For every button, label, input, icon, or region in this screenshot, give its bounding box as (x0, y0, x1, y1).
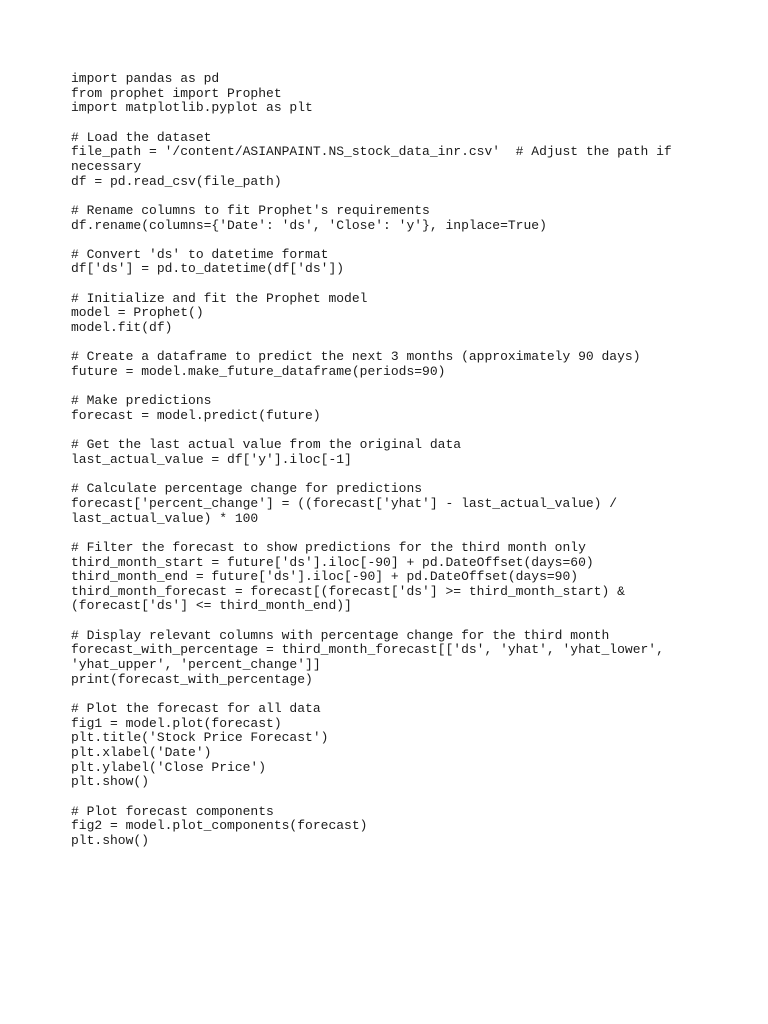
code-line: model.fit(df) (71, 320, 173, 336)
code-line: df.rename(columns={'Date': 'ds', 'Close': 'y'}, inplace=True) (71, 217, 547, 233)
code-line: df['ds'] = pd.to_datetime(df['ds']) (71, 261, 345, 277)
code-block (71, 72, 711, 849)
code-line: plt.show() (71, 774, 150, 790)
code-line (71, 468, 711, 483)
code-line: fig1 = model.plot(forecast) (71, 715, 282, 731)
code-line: last_actual_value = df['y'].iloc[-1] (71, 451, 352, 467)
code-line: # Plot the forecast for all data (71, 701, 321, 717)
code-line: model = Prophet() (71, 305, 204, 321)
code-line: 'yhat_upper', 'percent_change']] (71, 657, 321, 673)
code-line: forecast['percent_change'] = ((forecast['yhat'] - last_actual_value) / (71, 495, 618, 511)
code-line: import pandas as pd (71, 71, 220, 86)
code-line (71, 233, 711, 248)
code-line (71, 189, 711, 204)
code-line: # Load the dataset (71, 129, 212, 145)
code-line: print(forecast_with_percentage) (71, 671, 313, 687)
code-line: plt.show() (71, 832, 150, 848)
code-line: necessary (71, 158, 142, 174)
code-line (71, 526, 711, 541)
code-line: (forecast['ds'] <= third_month_end)] (71, 598, 352, 614)
code-line: forecast_with_percentage = third_month_forecast[['ds', 'yhat', 'yhat_lower', (71, 642, 664, 658)
code-line: third_month_end = future['ds'].iloc[-90] + pd.DateOffset(days=90) (71, 569, 579, 585)
code-line: # Initialize and fit the Prophet model (71, 290, 368, 306)
code-line: # Convert 'ds' to datetime format (71, 246, 329, 262)
code-line: third_month_start = future['ds'].iloc[-90] + pd.DateOffset(days=60) (71, 554, 594, 570)
code-line: plt.ylabel('Close Price') (71, 759, 267, 775)
code-line: # Get the last actual value from the original data (71, 437, 462, 453)
code-line: third_month_forecast = forecast[(forecast['ds'] >= third_month_start) & (71, 583, 625, 599)
code-line: # Filter the forecast to show predictions for the third month only (71, 539, 586, 555)
code-line: # Create a dataframe to predict the next 3 months (approximately 90 days) (71, 349, 641, 365)
code-line (71, 424, 711, 439)
code-line: plt.xlabel('Date') (71, 745, 212, 761)
code-line (71, 380, 711, 395)
code-line (71, 336, 711, 351)
code-line: future = model.make_future_dataframe(periods=90) (71, 364, 446, 380)
code-line: forecast = model.predict(future) (71, 408, 321, 423)
code-line: from prophet import Prophet (71, 85, 282, 101)
code-line: df = pd.read_csv(file_path) (71, 173, 282, 189)
code-line: # Plot forecast components (71, 803, 274, 819)
code-line (71, 687, 711, 702)
code-line: # Display relevant columns with percentage change for the third month (71, 627, 610, 643)
code-line (71, 277, 711, 292)
code-line: # Make predictions (71, 393, 212, 409)
code-line: file_path = '/content/ASIANPAINT.NS_stock_data_inr.csv' # Adjust the path if (71, 144, 672, 160)
code-line: import matplotlib.pyplot as plt (71, 100, 313, 116)
code-line (71, 614, 711, 629)
code-line: # Rename columns to fit Prophet's requirements (71, 202, 430, 218)
code-line: fig2 = model.plot_components(forecast) (71, 818, 368, 834)
code-line: # Calculate percentage change for predictions (71, 481, 423, 497)
code-line: plt.title('Stock Price Forecast') (71, 730, 329, 746)
code-line (71, 790, 711, 805)
code-line (71, 116, 711, 131)
code-line: last_actual_value) * 100 (71, 510, 259, 526)
